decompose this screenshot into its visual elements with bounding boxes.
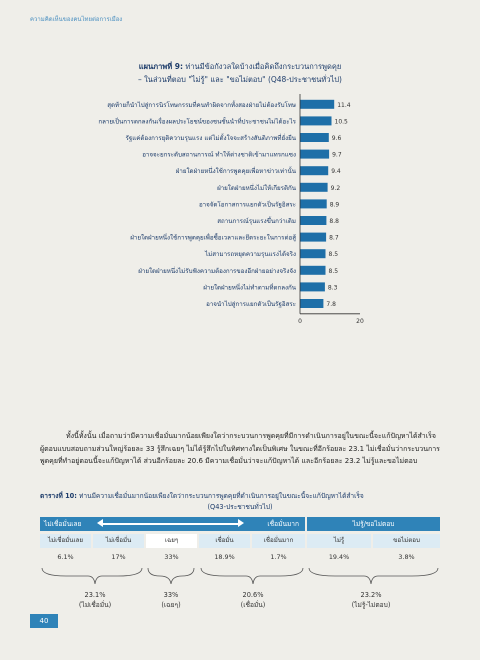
column-header: ไม่เชื่อมั่น: [93, 534, 144, 548]
data-label: 11.4: [337, 101, 351, 109]
na-band: ไม่รู้/ขอไม่ตอบ: [307, 517, 440, 531]
data-label: 7.8: [326, 301, 336, 308]
table-cell: 1.7%: [270, 553, 287, 561]
category-label: อาจจะยกระดับสถานการณ์ ทำให้ต่างชาติเข้ามาแทรกแซง: [142, 151, 296, 159]
table-title-text: ท่านมีความเชื่อมั่นมากน้อยเพียงใดว่ากระบวนการพูดคุยที่ดำเนินการอยู่ในขณะนี้จะแก้ปัญหาได้สำเร็จ: [79, 492, 364, 500]
table-cell: 18.9%: [214, 553, 235, 561]
bar: [300, 116, 332, 125]
bar: [300, 150, 329, 159]
data-label: 8.3: [327, 284, 338, 292]
column-header: เชื่อมั่นมาก: [252, 534, 305, 548]
data-label: 8.8: [329, 218, 339, 225]
group-na: [336, 590, 406, 610]
column-header: ไม่เชื่อมั่นเลย: [40, 534, 91, 548]
figure-title-line1: ท่านมีข้อกังวลใดบ้างเมื่อคิดถึงกระบวนการพูดคุย: [185, 62, 342, 71]
data-label: 8.5: [328, 267, 339, 275]
bar: [300, 233, 326, 242]
group-label: (เชื่อมั่น): [240, 601, 266, 609]
data-label: 8.5: [328, 251, 339, 259]
category-label: อาจจัดโอกาสการแยกตัวเป็นรัฐอิสระ: [198, 201, 296, 209]
table-cell: 19.4%: [328, 553, 350, 561]
column-header: ไม่รู้: [307, 534, 371, 548]
group-label: (ไม่รู้-ไม่ตอบ): [351, 601, 391, 609]
group-label: (ไม่เชื่อมั่น): [78, 601, 112, 609]
page-number: 40: [30, 614, 58, 628]
group-value: 23.2%: [360, 591, 382, 599]
column-header: เฉยๆ: [146, 534, 197, 548]
data-label: 10.5: [334, 118, 348, 126]
data-label: 8.9: [329, 201, 340, 209]
group-neutral: [141, 590, 201, 610]
body-paragraph: ทั้งนี้ทั้งนั้น เมื่อถามว่ามีความเชื่อมั่นมากน้อยเพียงใดว่ากระบวนการพูดคุยที่มีการดำเนินการอยู่ในขณะนี้จะแก้ปัญหาได้สำเร็จ ผู้ตอบแบบสอบถามส่วนใหญ่ร้อยละ 33 รู้สึกเฉยๆ ไม่ได้รู้สึกไปในทิศทางใดเป็นพิเศษ ในขณะที่อีกร้อยละ 23.1 ไม่เชื่อมั่นว่ากระบวนการพูดคุยที่ทำอยู่ตอนนี้จะแก้ปัญหาได้ ส่วนอีกร้อยละ 20.6 มีความเชื่อมั่นว่าจะแก้ปัญหาได้ และอีกร้อยละ 23.2 ไม่รู้และขอไม่ตอบ: [40, 432, 440, 465]
tick-label: 20: [356, 317, 364, 325]
figure-title-line2: – ในส่วนที่ตอบ "ไม่รู้" และ "ขอไม่ตอบ" (Q48-ประชาชนทั่วไป): [138, 75, 342, 84]
group-label: (เฉยๆ): [161, 601, 181, 609]
data-label: 9.4: [331, 168, 341, 176]
bar: [300, 266, 326, 275]
group-value: 33%: [163, 591, 179, 599]
category-label: สถานการณ์รุนแรงขึ้นกว่าเดิม: [217, 218, 296, 225]
table-title: [40, 491, 440, 513]
group-distrust: [65, 590, 125, 610]
arrow-left-icon: [97, 519, 103, 527]
table-cell: 3.8%: [398, 553, 415, 561]
column-header: ขอไม่ตอบ: [373, 534, 440, 548]
brace-distrust: [42, 568, 142, 584]
bar: [300, 183, 328, 192]
bar: [300, 299, 323, 308]
category-label: ฝ่ายใดฝ่ายหนึ่งใช้การพูดคุยเพื่อซื้อเวลาและยึดระยะในการต่อสู้: [130, 234, 296, 242]
table-cell: 17%: [111, 553, 126, 561]
group-trust: [223, 590, 283, 610]
category-label: อาจนำไปสู่การแยกตัวเป็นรัฐอิสระ: [206, 301, 296, 308]
category-label: กลายเป็นการตกลงกันเรื่องผลประโยชน์ของชนชั้นนำที่ประชาชนไม่ได้อะไร: [98, 118, 296, 126]
table-label: ตารางที่ 10:: [40, 492, 77, 500]
data-label: 9.7: [332, 151, 342, 159]
band-right-label: เชื่อมั่นมาก: [267, 520, 299, 528]
category-label: รัฐแค่ต้องการยุติความรุนแรง แต่ไม่ตั้งใจจะสร้างสันติภาพที่ยั่งยืน: [125, 135, 296, 142]
column-header: เชื่อมั่น: [199, 534, 250, 548]
band-left-label: ไม่เชื่อมั่นเลย: [44, 520, 82, 528]
figure-label: แผนภาพที่ 9:: [138, 62, 183, 71]
table-subtitle: (Q43-ประชาชนทั่วไป): [207, 503, 273, 511]
brace-trust: [201, 568, 303, 584]
category-label: ฝ่ายใดฝ่ายหนึ่งใช้การพูดคุยเพื่อหาข่าวเท่านั้น: [175, 168, 296, 176]
bar: [300, 166, 328, 175]
bar: [300, 249, 326, 258]
bar: [300, 282, 325, 291]
bar: [300, 216, 326, 225]
category-label: ฝ่ายใดฝ่ายหนึ่งไม่ให้เกียรติกัน: [217, 184, 296, 192]
group-value: 20.6%: [242, 591, 264, 599]
data-label: 8.7: [329, 234, 339, 242]
bar: [300, 100, 334, 109]
brace-na: [309, 568, 438, 584]
bar: [300, 199, 327, 208]
band-arrow: [100, 523, 240, 525]
category-label: ฝ่ายใดฝ่ายหนึ่งไม่ทำตามที่ตกลงกัน: [203, 284, 296, 292]
group-braces: [0, 566, 480, 590]
running-header: ความคิดเห็นของคนไทยต่อการเมือง: [30, 16, 123, 23]
data-label: 9.6: [331, 135, 342, 142]
table-cell: 33%: [164, 553, 179, 561]
data-label: 9.2: [330, 184, 341, 192]
arrow-right-icon: [238, 519, 244, 527]
bar: [300, 133, 329, 142]
group-value: 23.1%: [84, 591, 106, 599]
category-label: ไม่สามารถหยุดความรุนแรงได้จริง: [205, 251, 296, 259]
category-label: สุดท้ายก็นำไปสู่การนิรโทษกรรมที่คนทำผิดจากทั้งสองฝ่ายไม่ต้องรับโทษ: [107, 101, 296, 109]
table-cell: 6.1%: [57, 553, 74, 561]
tick-label: 0: [298, 317, 302, 325]
category-label: ฝ่ายใดฝ่ายหนึ่งไม่รับฟังความต้องการของอีกฝ่ายอย่างจริงจัง: [138, 267, 296, 275]
brace-neutral: [148, 568, 194, 584]
